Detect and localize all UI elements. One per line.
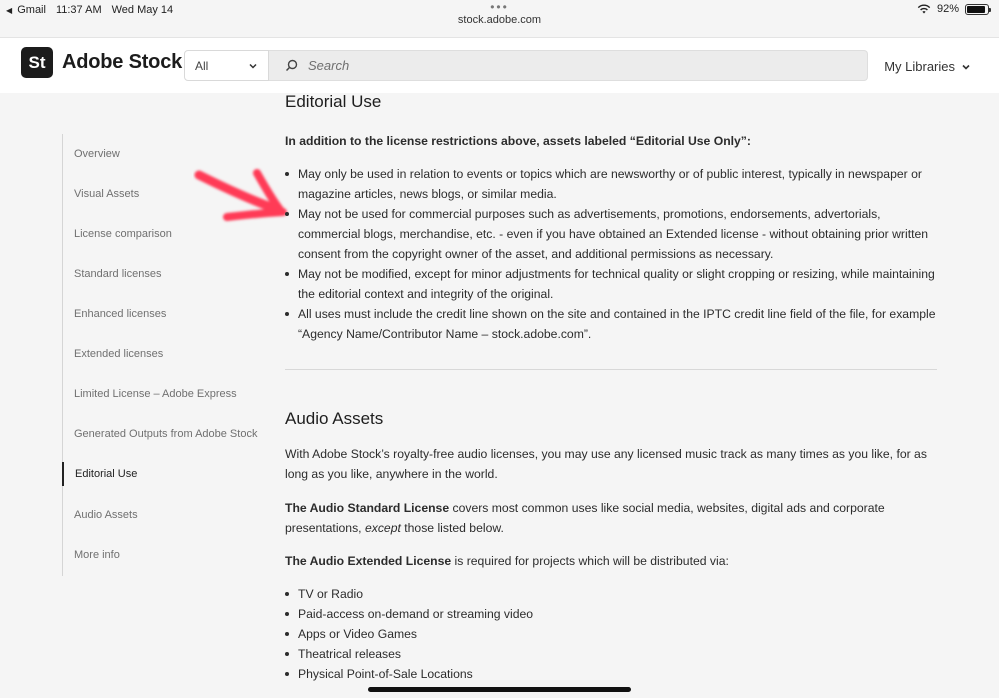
asset-type-value: All [195, 58, 209, 73]
status-time: 11:37 AM [55, 4, 102, 16]
my-libraries-menu[interactable] [884, 59, 971, 74]
site-header [0, 37, 999, 93]
list-item: All uses must include the credit line shown on the site and contained in the IPTC credit line field of the file, for example “Agency Name/Contributor Name – stock.adobe.com”. [285, 304, 940, 344]
annotation-arrow-icon [193, 163, 293, 227]
audio-standard-license-desc: covers most common uses like social media, websites, digital ads and corporate presentations, [285, 501, 885, 535]
status-bar [0, 0, 999, 36]
search-input[interactable] [308, 58, 828, 73]
url-label[interactable]: stock.adobe.com [457, 14, 542, 26]
list-item: Physical Point-of-Sale Locations [285, 664, 940, 684]
sidebar-item-extended-licenses[interactable]: Extended licenses [74, 348, 164, 360]
my-libraries-label: My Libraries [884, 59, 955, 74]
audio-standard-except: except [364, 521, 401, 535]
battery-icon [965, 4, 989, 15]
sidebar-item-editorial-use[interactable]: Editorial Use [62, 462, 272, 486]
adobe-stock-logo[interactable] [21, 47, 182, 78]
list-item: May only be used in relation to events or topics which are newsworthy or of public interest, typically in newspaper or magazine articles, news blogs, or similar media. [285, 164, 940, 204]
search-icon [285, 59, 298, 72]
sidebar-item-limited-license[interactable]: Limited License – Adobe Express [74, 388, 237, 400]
list-item: May not be modified, except for minor adjustments for technical quality or slight cropping or resizing, while maintaining the editorial context and integrity of the original. [285, 264, 940, 304]
chevron-down-icon [248, 61, 258, 71]
asset-type-select[interactable] [184, 50, 269, 81]
audio-standard-license-label: The Audio Standard License [285, 501, 450, 515]
wifi-icon [917, 4, 931, 14]
audio-intro: With Adobe Stock’s royalty-free audio licenses, you may use any licensed music track as many times as you like, for as long as you like, anywhere in the world. [285, 447, 927, 481]
sidebar-item-overview[interactable]: Overview [74, 148, 120, 160]
sidebar-item-more-info[interactable]: More info [74, 549, 120, 561]
logo-mark: St [21, 47, 53, 78]
audio-standard-license-text [285, 498, 940, 538]
chevron-down-icon [961, 62, 971, 72]
logo-text: Adobe Stock [62, 51, 183, 73]
sidebar-item-visual-assets[interactable]: Visual Assets [74, 188, 140, 200]
sidebar-item-enhanced-licenses[interactable]: Enhanced licenses [74, 308, 167, 320]
list-item: May not be used for commercial purposes such as advertisements, promotions, endorsements, advertorials, commercial blogs, merchandise, etc. - even if you have obtained an Extended license - without obtaining prior written consent from the copyright owner of the asset, and additional permissions as necessary. [285, 204, 940, 264]
main-content [285, 90, 940, 684]
audio-standard-license-desc-end: those listed below. [400, 521, 504, 535]
audio-assets-heading: Audio Assets [285, 409, 384, 428]
search-bar[interactable] [269, 50, 868, 81]
editorial-intro: In addition to the license restrictions above, assets labeled “Editorial Use Only”: [285, 134, 751, 148]
section-divider [285, 369, 937, 370]
back-app-label: Gmail [17, 4, 46, 16]
sidebar-item-standard-licenses[interactable]: Standard licenses [74, 268, 162, 280]
audio-extended-license-label: The Audio Extended License [285, 554, 452, 568]
audio-extended-license-text [285, 551, 940, 571]
audio-extended-uses-list [285, 584, 940, 684]
sidebar-item-generated-outputs[interactable]: Generated Outputs from Adobe Stock [74, 428, 258, 440]
list-item: TV or Radio [285, 584, 940, 604]
multitasking-dots-icon[interactable]: ••• [490, 0, 509, 14]
sidebar-item-audio-assets[interactable]: Audio Assets [74, 509, 138, 521]
list-item: Theatrical releases [285, 644, 940, 664]
back-arrow-icon: ◀ [6, 6, 13, 15]
editorial-bullet-list [285, 164, 940, 344]
list-item: Paid-access on-demand or streaming video [285, 604, 940, 624]
audio-extended-license-desc: is required for projects which will be distributed via: [451, 554, 729, 568]
list-item: Apps or Video Games [285, 624, 940, 644]
battery-percent: 92% [936, 3, 959, 15]
status-date: Wed May 14 [111, 4, 174, 16]
home-indicator[interactable] [368, 687, 631, 692]
editorial-use-heading: Editorial Use [285, 92, 382, 111]
sidebar-item-license-comparison[interactable]: License comparison [74, 228, 172, 240]
